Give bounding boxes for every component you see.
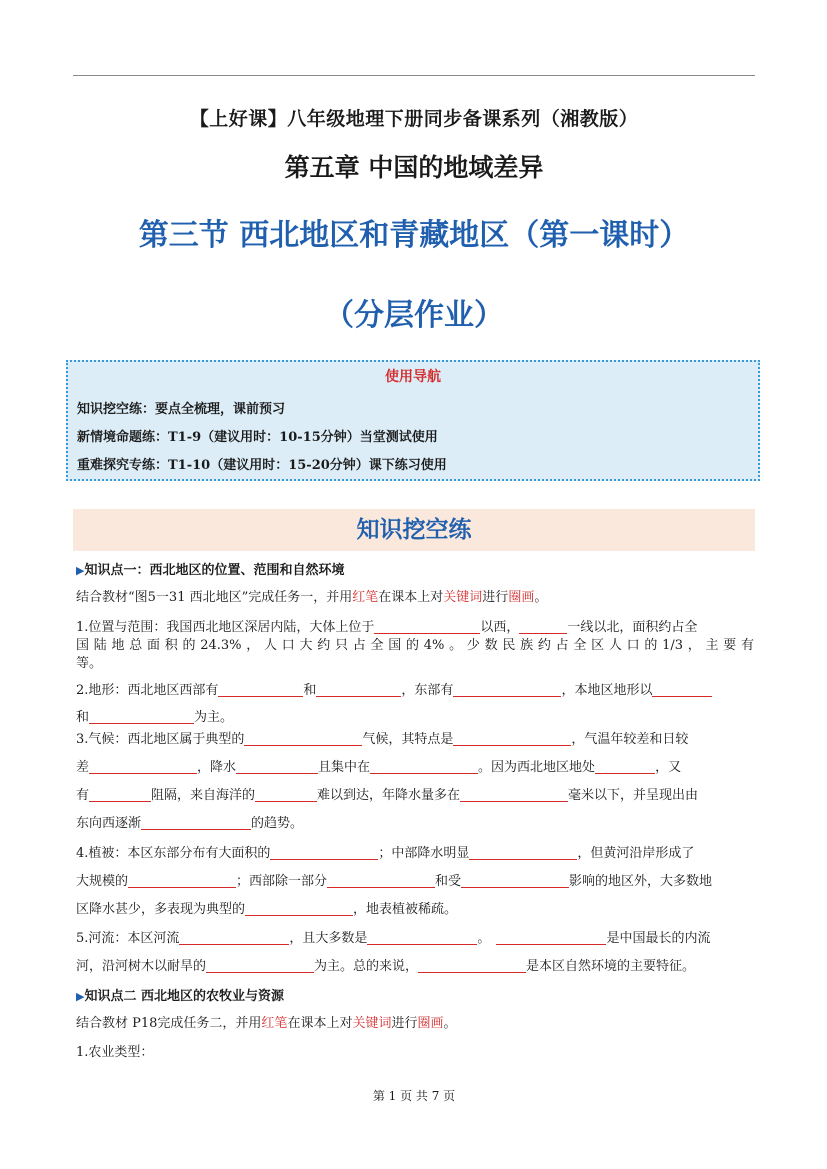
series-title: 【上好课】八年级地理下册同步备课系列（湘教版） [189, 108, 639, 130]
paragraph-climate-line3: 有 阻隔，来自海洋的 难以到达，年降水量多在 毫米以下，并呈现出由 [76, 788, 699, 803]
paragraph-vegetation: 4.植被：本区东部分布有大面积的 ；中部降水明显 ，但黄河沿岸形成了 [76, 846, 695, 861]
paragraph-terrain: 2.地形：西北地区西部有 和 ，东部有 ，本地区地形以 [76, 682, 712, 699]
fill-blank[interactable] [206, 959, 314, 973]
fill-blank[interactable] [270, 846, 378, 860]
navigation-title: 使用导航 [385, 369, 441, 385]
task-instruction-2: 结合教材 P18完成任务二，并用红笔在课本上对关键词进行圈画。 [76, 1016, 457, 1031]
navigation-line: 新情境命题练：T1-9（建议用时：10-15分钟）当堂测试使用 [77, 430, 438, 445]
paragraph-terrain-line2: 和 为主。 [76, 710, 234, 725]
fill-blank[interactable] [236, 760, 318, 774]
agriculture-type-item: 1.农业类型： [76, 1045, 154, 1060]
triangle-marker-icon: ▶ [76, 990, 85, 1003]
fill-blank[interactable] [460, 788, 568, 802]
navigation-line: 知识挖空练：要点全梳理，课前预习 [77, 402, 286, 417]
section-banner: 知识挖空练 [73, 509, 755, 551]
paragraph-position-line2: 国陆地总面积的24.3%，人口大约只占全国的4%。少数民族约占全区人口的1/3，主要有 [76, 638, 754, 653]
paragraph-position: 1.位置与范围：我国西北地区深居内陆，大体上位于 以西， 一线以北，面积约占全 [76, 620, 698, 635]
fill-blank[interactable] [255, 788, 317, 802]
knowledge-point-1-heading: ▶知识点一：西北地区的位置、范围和自然环境 [76, 563, 345, 578]
subtitle: （分层作业） [324, 298, 504, 333]
fill-blank[interactable] [141, 816, 251, 830]
header-rule [73, 75, 755, 76]
fill-blank[interactable] [374, 620, 480, 634]
fill-blank[interactable] [652, 683, 712, 697]
fill-blank[interactable] [370, 760, 478, 774]
fill-blank[interactable] [244, 732, 362, 746]
knowledge-point-2-heading: ▶知识点二 西北地区的农牧业与资源 [76, 989, 284, 1004]
triangle-marker-icon: ▶ [76, 564, 85, 577]
section-title: 第三节 西北地区和青藏地区（第一课时） [138, 218, 690, 253]
fill-blank[interactable] [89, 788, 151, 802]
fill-blank[interactable] [327, 874, 435, 888]
page-footer: 第 1 页 共 7 页 [372, 1089, 456, 1103]
usage-navigation-box [66, 360, 760, 481]
fill-blank[interactable] [179, 931, 289, 945]
fill-blank[interactable] [367, 931, 477, 945]
fill-blank[interactable] [453, 683, 561, 697]
fill-blank[interactable] [89, 710, 194, 724]
paragraph-position-line3: 等。 [76, 656, 103, 671]
fill-blank[interactable] [89, 760, 197, 774]
paragraph-climate-line4: 东向西逐渐 的趋势。 [76, 816, 304, 831]
paragraph-vegetation-line2: 大规模的 ；西部除一部分 和受 影响的地区外，大多数地 [76, 874, 713, 889]
fill-blank[interactable] [453, 732, 571, 746]
fill-blank[interactable] [519, 620, 567, 634]
fill-blank[interactable] [128, 874, 236, 888]
fill-blank[interactable] [418, 959, 526, 973]
fill-blank[interactable] [461, 874, 569, 888]
fill-blank[interactable] [245, 902, 353, 916]
fill-blank[interactable] [469, 846, 577, 860]
paragraph-climate-line2: 差 ，降水 且集中在 。因为西北地区地处 ，又 [76, 760, 682, 775]
paragraph-climate: 3.气候：西北地区属于典型的 气候，其特点是 ，气温年较差和日较 [76, 732, 689, 747]
fill-blank[interactable] [218, 683, 303, 697]
task-instruction-1: 结合教材“图5一31 西北地区”完成任务一，并用红笔在课本上对关键词进行圈画。 [76, 590, 548, 605]
navigation-line: 重难探究专练：T1-10（建议用时：15-20分钟）课下练习使用 [77, 458, 447, 473]
fill-blank[interactable] [496, 931, 606, 945]
paragraph-vegetation-line3: 区降水甚少，多表现为典型的 ，地表植被稀疏。 [76, 902, 458, 917]
fill-blank[interactable] [316, 683, 401, 697]
chapter-title: 第五章 中国的地域差异 [284, 153, 544, 182]
paragraph-rivers: 5.河流：本区河流 ，且大多数是 。 是中国最长的内流 [76, 931, 711, 946]
paragraph-rivers-line2: 河，沿河树木以耐旱的 为主。总的来说， 是本区自然环境的主要特征。 [76, 959, 696, 974]
fill-blank[interactable] [595, 760, 655, 774]
